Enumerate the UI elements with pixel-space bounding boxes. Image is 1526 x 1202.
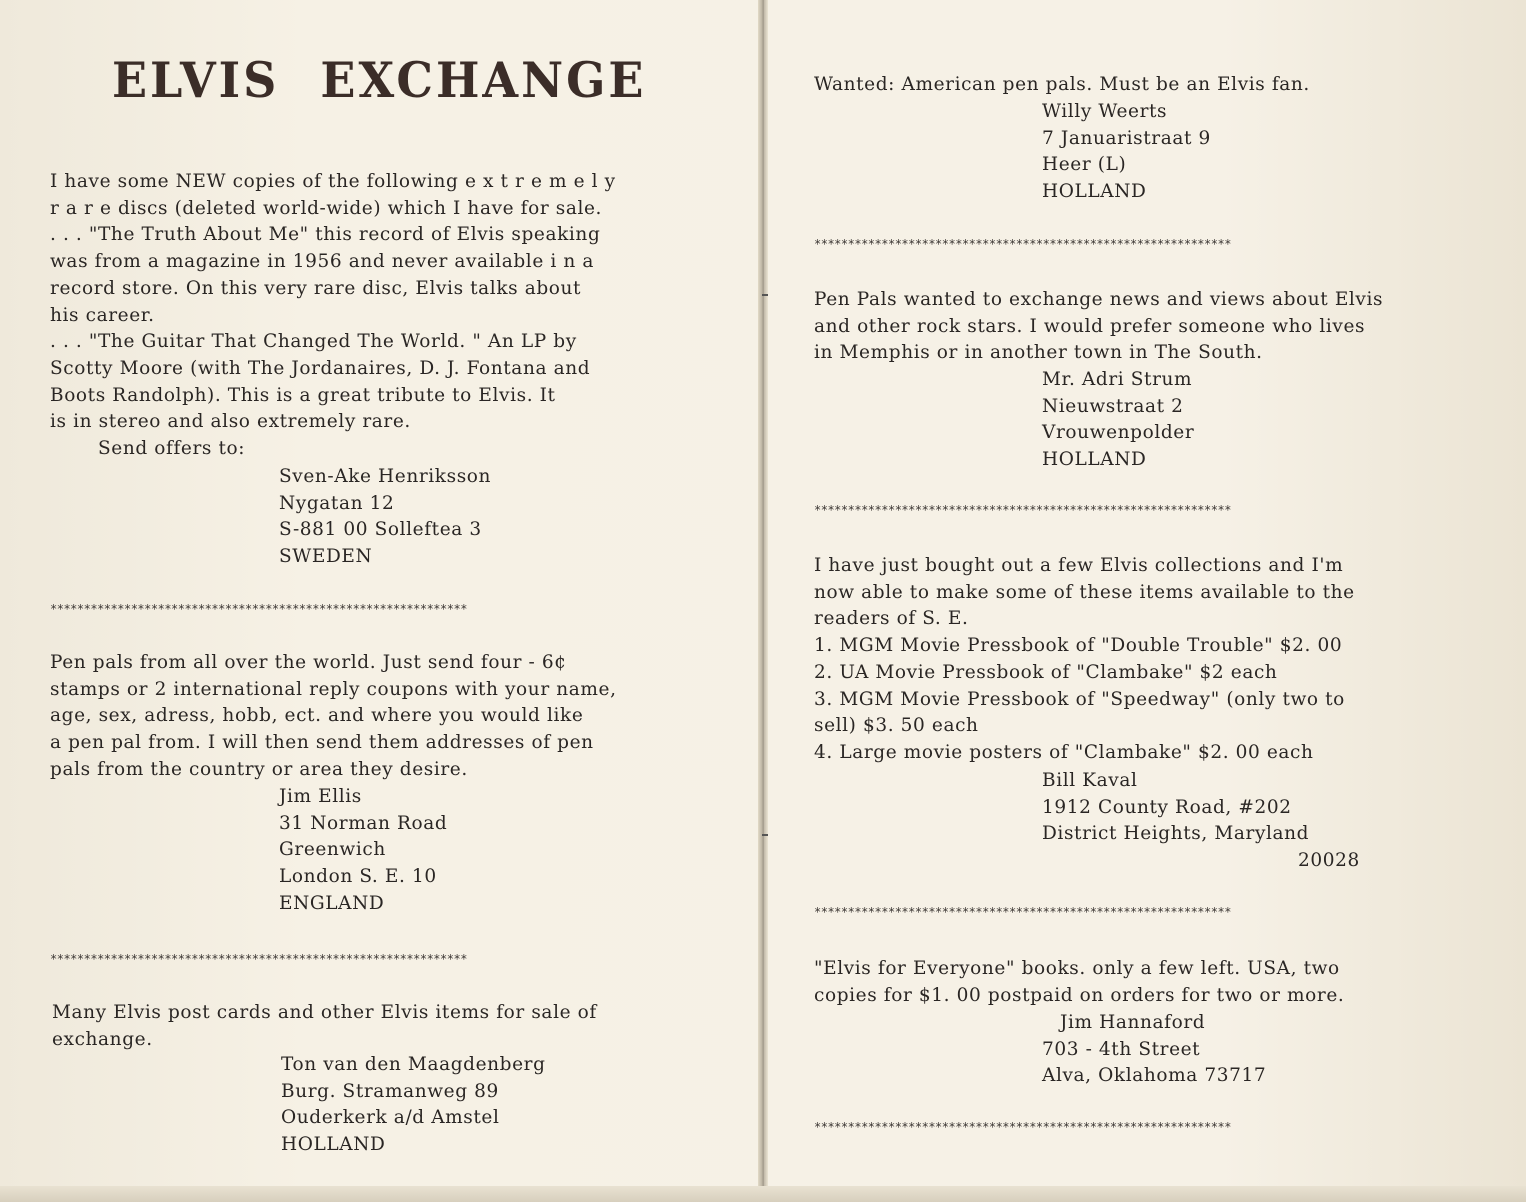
address-line: Vrouwenpolder	[1042, 422, 1195, 444]
send-offers-line: Send offers to:	[98, 438, 246, 460]
text-line: Boots Randolph). This is a great tribute to Elvis. It	[50, 384, 556, 406]
address-weerts	[1042, 99, 1211, 206]
text-line: readers of S. E.	[814, 608, 969, 630]
text-line: record store. On this very rare disc, Elvis talks about	[50, 277, 582, 299]
text-line: Pen Pals wanted to exchange news and views about Elvis	[814, 289, 1384, 310]
address-maagdenberg	[281, 1052, 546, 1159]
text-line: exchange.	[52, 1028, 153, 1050]
list-item: sell) $3. 50 each	[814, 715, 979, 737]
address-line: Bill Kaval	[1042, 770, 1138, 791]
address-line: HOLLAND	[1042, 181, 1147, 203]
text-line: a pen pal from. I will then send them addresses of pen	[50, 732, 594, 754]
address-hannaford	[1042, 1010, 1266, 1090]
address-line: Nieuwstraat 2	[1042, 395, 1184, 417]
text-line: now able to make some of these items available to the	[814, 581, 1355, 603]
text-line: I have some NEW copies of the following e x t r e m e l y	[50, 171, 616, 192]
text-line: r a r e discs (deleted world-wide) which I have for sale.	[50, 197, 603, 219]
address-line: 7 Januaristraat 9	[1042, 127, 1211, 149]
ad-maagdenberg-text	[52, 1000, 597, 1053]
page-title: ELVIS EXCHANGE	[112, 52, 647, 109]
text-line: age, sex, adress, hobb, ect. and where you would like	[50, 705, 584, 727]
address-line: HOLLAND	[281, 1134, 386, 1156]
address-line: Jim Ellis	[279, 786, 362, 807]
star-divider: **************************************************************	[814, 1120, 1231, 1134]
right-page	[766, 0, 1526, 1202]
text-line: Pen pals from all over the world. Just send four - 6¢	[50, 652, 567, 673]
address-line: HOLLAND	[1042, 449, 1147, 471]
address-henriksson	[279, 464, 491, 571]
ad-strum-text	[814, 287, 1383, 367]
ad-kaval-text	[814, 553, 1355, 767]
left-page	[0, 0, 762, 1202]
text-line: Wanted: American pen pals. Must be an Elvis fan.	[814, 74, 1310, 95]
text-line: stamps or 2 international reply coupons with your name,	[50, 678, 617, 700]
text-line: I have just bought out a few Elvis collections and I'm	[814, 555, 1344, 576]
text-line: in Memphis or in another town in The South.	[814, 342, 1263, 364]
star-divider: **************************************************************	[814, 503, 1231, 517]
address-line: Heer (L)	[1042, 154, 1127, 176]
address-line: SWEDEN	[279, 546, 373, 568]
address-line: Mr. Adri Strum	[1042, 369, 1193, 390]
address-line: Jim Hannaford	[1060, 1012, 1206, 1033]
address-line: Willy Weerts	[1042, 101, 1168, 122]
ad-hannaford-text	[814, 956, 1344, 1009]
ad-weerts-text	[814, 72, 1310, 99]
list-item: 3. MGM Movie Pressbook of "Speedway" (only two to	[814, 688, 1345, 710]
address-line: Sven-Ake Henriksson	[279, 466, 492, 487]
text-line: Scotty Moore (with The Jordanaires, D. J. Fontana and	[50, 357, 591, 379]
text-line: pals from the country or area they desire.	[50, 758, 468, 780]
binding-mark	[762, 294, 768, 296]
ad-henriksson-text	[50, 169, 616, 463]
star-divider: **************************************************************	[50, 602, 467, 616]
address-line: Burg. Stramanweg 89	[281, 1080, 499, 1102]
address-strum	[1042, 367, 1194, 474]
address-line: Ton van den Maagdenberg	[281, 1054, 546, 1075]
text-line: was from a magazine in 1956 and never available i n a	[50, 251, 594, 273]
text-line: . . . "The Truth About Me" this record of Elvis speaking	[50, 224, 601, 246]
text-line: . . . "The Guitar That Changed The World. " An LP by	[50, 331, 577, 353]
address-kaval	[1042, 768, 1360, 875]
zip-code: 20028	[1298, 850, 1360, 872]
star-divider: **************************************************************	[814, 905, 1231, 919]
binding-mark	[762, 834, 768, 836]
text-line: copies for $1. 00 postpaid on orders for two or more.	[814, 984, 1345, 1006]
address-line: District Heights, Maryland	[1042, 823, 1310, 845]
address-line: Alva, Oklahoma 73717	[1042, 1065, 1267, 1087]
text-line: "Elvis for Everyone" books. only a few left. USA, two	[814, 958, 1340, 979]
list-item: 2. UA Movie Pressbook of "Clambake" $2 each	[814, 661, 1278, 683]
address-line: ENGLAND	[279, 892, 385, 914]
address-line: Ouderkerk a/d Amstel	[281, 1107, 500, 1129]
address-line: Nygatan 12	[279, 492, 395, 514]
address-ellis	[279, 784, 447, 918]
address-line: 1912 County Road, #202	[1042, 796, 1292, 818]
star-divider: **************************************************************	[814, 237, 1231, 251]
list-item: 1. MGM Movie Pressbook of "Double Trouble" $2. 00	[814, 635, 1343, 657]
text-line: is in stereo and also extremely rare.	[50, 411, 411, 433]
address-line: Greenwich	[279, 839, 386, 861]
page-bottom-edge	[0, 1186, 1526, 1202]
address-line: 703 - 4th Street	[1042, 1038, 1201, 1060]
text-line: Many Elvis post cards and other Elvis items for sale of	[52, 1002, 597, 1023]
star-divider: **************************************************************	[50, 952, 467, 966]
address-line: S-881 00 Solleftea 3	[279, 519, 482, 541]
list-item: 4. Large movie posters of "Clambake" $2. 00 each	[814, 741, 1314, 763]
ad-ellis-text	[50, 650, 617, 784]
address-line: 31 Norman Road	[279, 812, 448, 834]
address-line: London S. E. 10	[279, 866, 437, 888]
text-line: his career.	[50, 304, 155, 326]
text-line: and other rock stars. I would prefer someone who lives	[814, 315, 1366, 337]
